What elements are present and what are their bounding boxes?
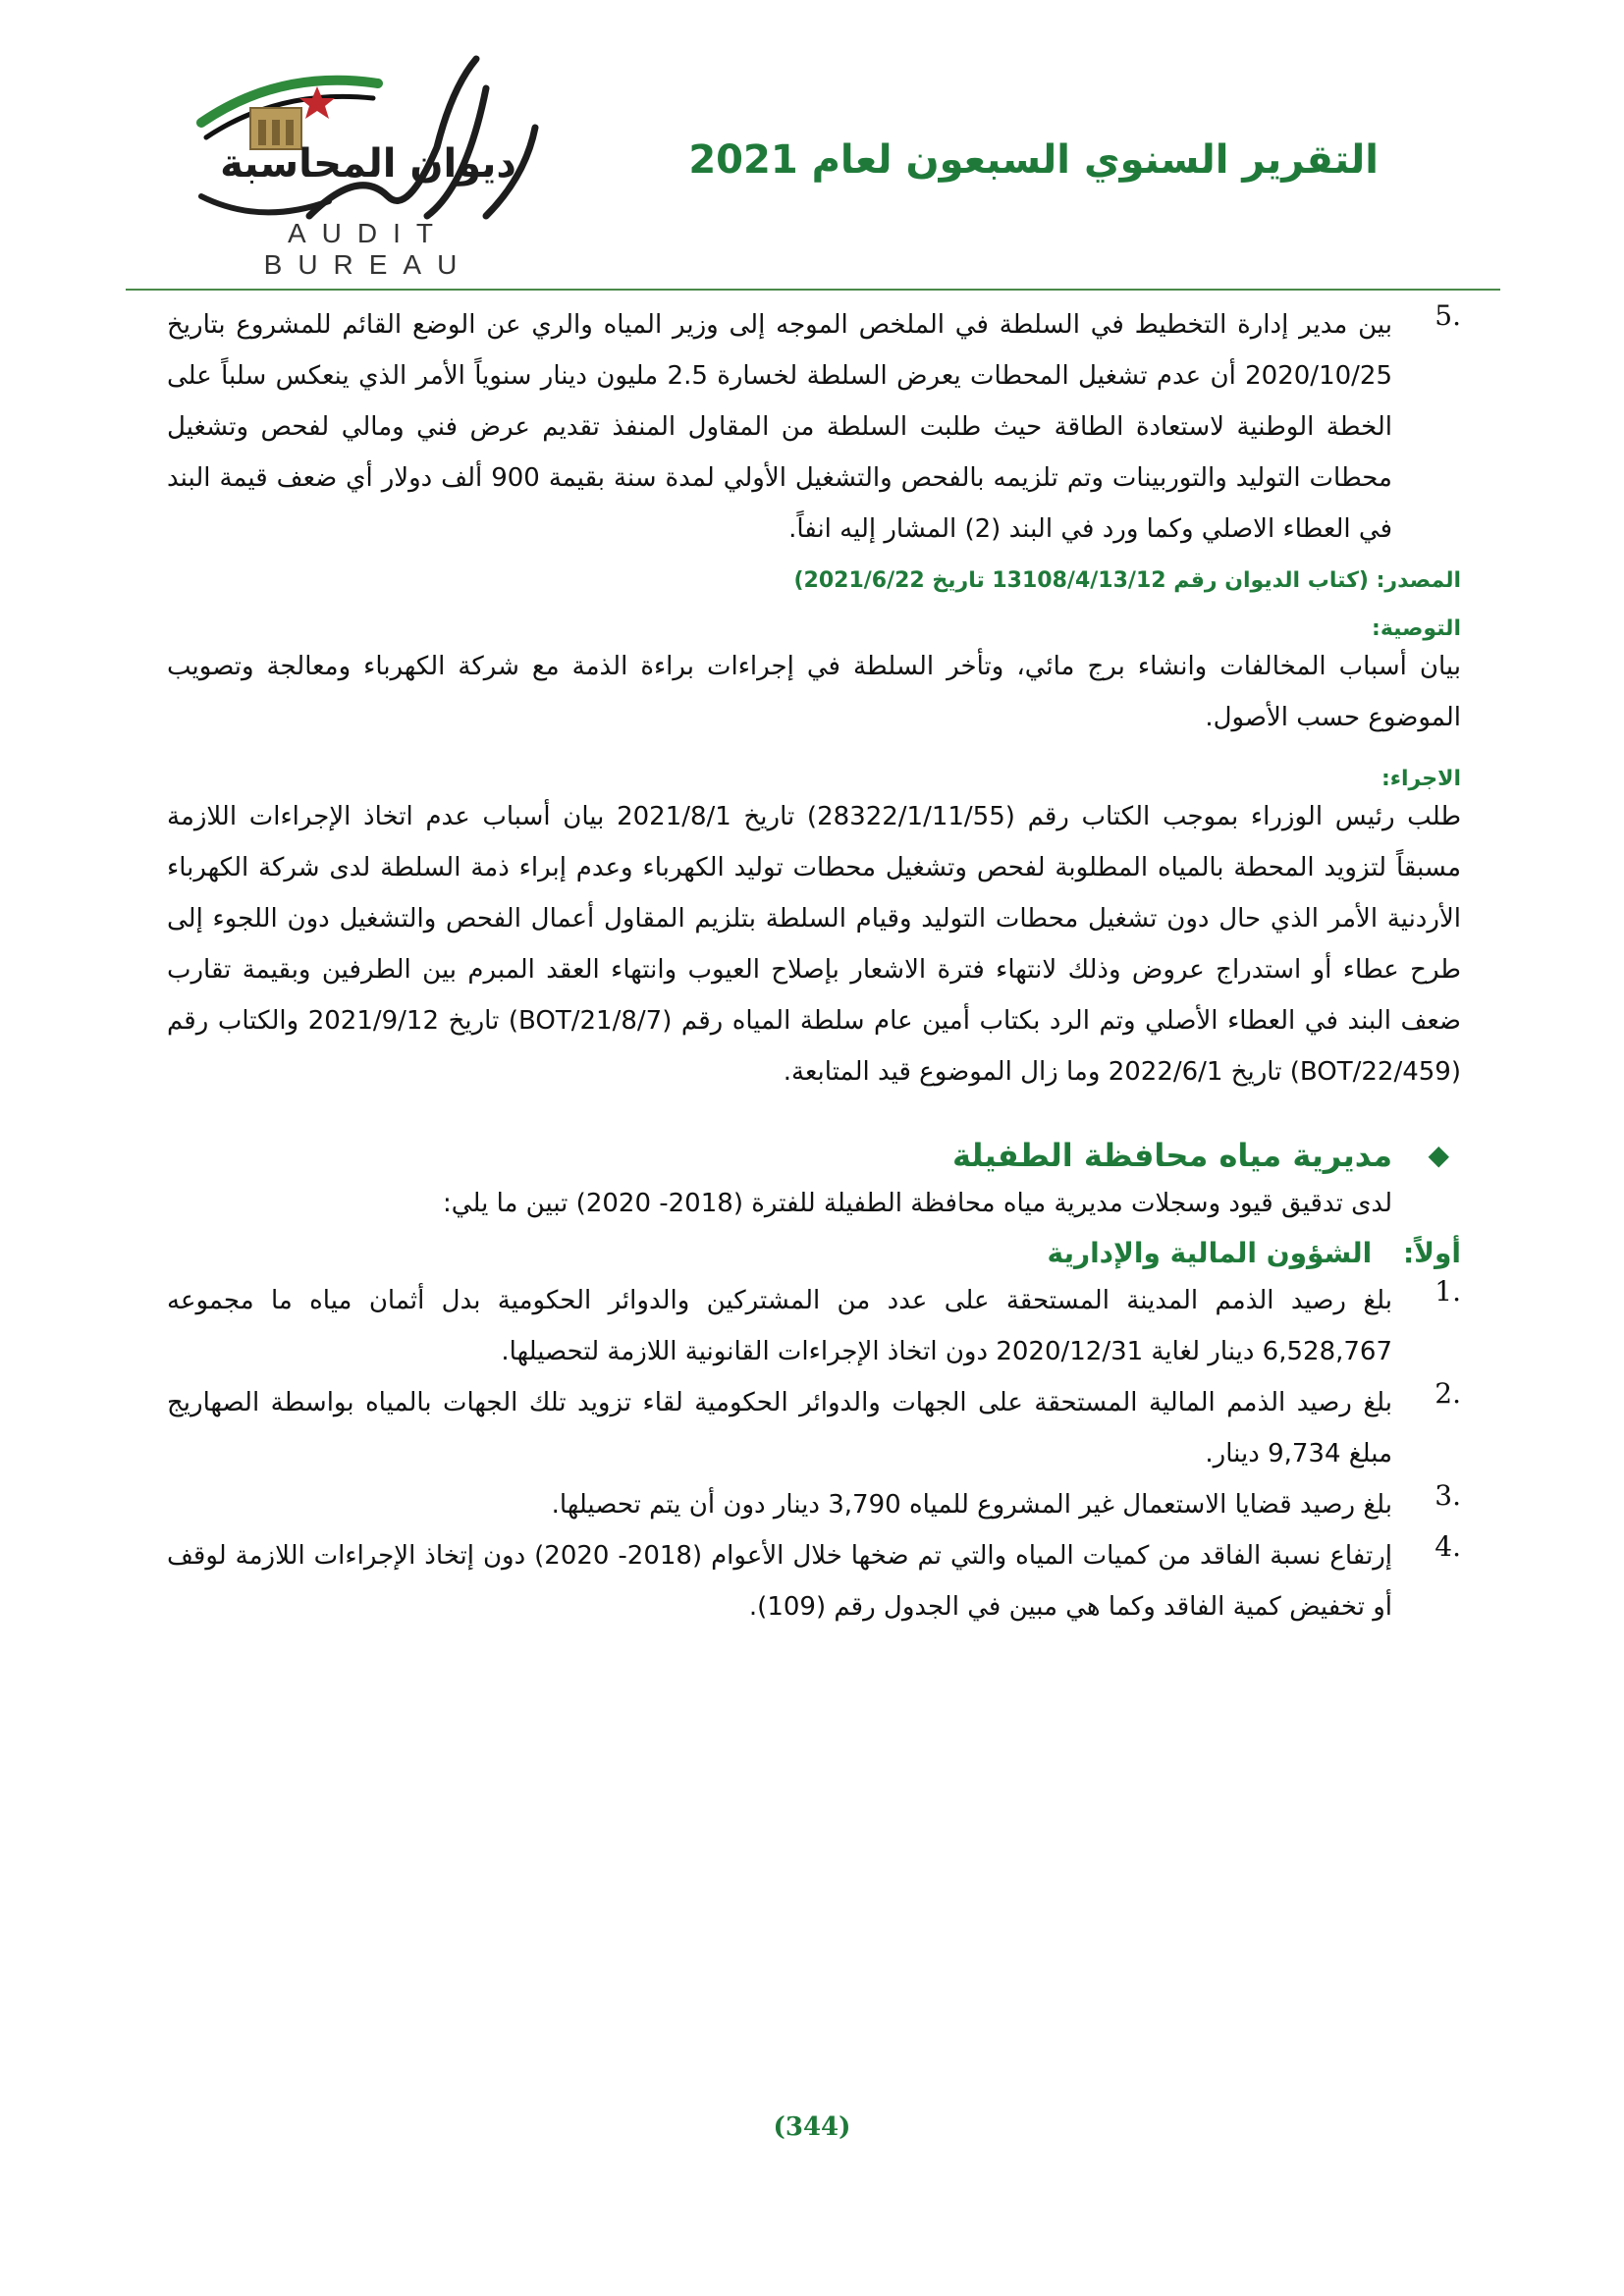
list-item [167,1275,1461,1377]
page-number: (344) [773,2112,851,2142]
findings-list [167,1275,1461,1632]
list-item-text: بلغ رصيد قضايا الاستعمال غير المشروع للمياه 3,790 دينار دون أن يتم تحصيلها. [551,1490,1392,1520]
page-content [167,299,1461,1632]
recommendation-text: بيان أسباب المخالفات وانشاء برج مائي، وتأخر السلطة في إجراءات براءة الذمة مع شركة الكهرباء ومعالجة وتصويب الموضوع حسب الأصول. [167,652,1461,732]
list-item-number: .5 [1435,299,1461,332]
list-item-number: .2 [1435,1377,1461,1410]
list-item [167,1377,1461,1479]
subsection-title: الشؤون المالية والإدارية [1047,1237,1373,1269]
list-item-text: بين مدير إدارة التخطيط في السلطة في الملخص الموجه إلى وزير المياه والري عن الوضع القائم للمشروع بتاريخ 2020/10/25 أن عدم تشغيل المحطات يعرض السلطة لخسارة 2.5 مليون دينار سنوياً الأمر الذي ينعكس سلباً على الخطة الوطنية لاستعادة الطاقة حيث طلبت السلطة من المقاول المنفذ تقديم عرض فني ومالي لفحص وتشغيل محطات التوليد والتوربينات وتم تلزيمه بالفحص والتشغيل الأولي لمدة سنة بقيمة 900 ألف دولار أي ضعف قيمة البند في العطاء الاصلي وكما ورد في البند (2) المشار إليه انفاً. [167,310,1392,544]
list-item-number: .1 [1435,1275,1461,1308]
list-item [167,1479,1461,1530]
recommendation-label: التوصية: [1372,616,1461,641]
list-item-number: .4 [1435,1530,1461,1563]
logo-english-text: AUDIT BUREAU [263,218,473,280]
subsection-number: أولاً: [1402,1237,1461,1269]
report-year: 2021 [688,137,798,183]
action-text: طلب رئيس الوزراء بموجب الكتاب رقم (28322/1/11/55) تاريخ 2021/8/1 بيان أسباب عدم اتخاذ الإجراءات اللازمة مسبقاً لتزويد المحطة بالمياه المطلوبة لفحص وتشغيل محطات توليد الكهرباء وعدم إبراء ذمة السلطة لدى شركة الكهرباء الأردنية الأمر الذي حال دون تشغيل محطات التوليد وقيام السلطة بتلزيم المقاول أعمال الفحص والتشغيل دون اللجوء إلى طرح عطاء أو استدراج عروض وذلك لانتهاء فترة الاشعار بإصلاح العيوب وانتهاء العقد المبرم بين الطرفين وبقيمة تقارب ضعف البند في العطاء الأصلي وتم الرد بكتاب أمين عام سلطة المياه رقم (BOT/21/8/7) تاريخ 2021/9/12 والكتاب رقم (BOT/22/459) تاريخ 2022/6/1 وما زال الموضوع قيد المتابعة. [167,802,1462,1087]
diamond-bullet-icon: ◆ [1428,1139,1449,1171]
section-title: مديرية مياه محافظة الطفيلة [952,1137,1392,1174]
list-item-5 [167,299,1461,555]
list-item [167,1530,1461,1632]
report-title [688,137,1379,183]
action-label: الاجراء: [1380,767,1461,791]
page-header [0,0,1624,294]
list-item-text: إرتفاع نسبة الفاقد من كميات المياه والتي تم ضخها خلال الأعوام (2018- 2020) دون إتخاذ الإجراءات اللازمة لوقف أو تخفيض كمية الفاقد وكما هي مبين في الجدول رقم (109). [167,1541,1392,1622]
list-item-text: بلغ رصيد الذمم المدينة المستحقة على عدد من المشتركين والدوائر الحكومية بدل أثمان مياه ما مجموعه 6,528,767 دينار لغاية 2020/12/31 دون اتخاذ الإجراءات القانونية اللازمة لتحصيلها. [167,1286,1392,1366]
list-item-number: .3 [1435,1479,1461,1512]
section-heading [167,1137,1461,1174]
list-item-text: بلغ رصيد الذمم المالية المستحقة على الجهات والدوائر الحكومية لقاء تزويد تلك الجهات بالمياه بواسطة الصهاريج مبلغ 9,734 دينار. [167,1388,1392,1468]
source-citation: المصدر: (كتاب الديوان رقم 13108/4/13/12 تاريخ 2021/6/22) [793,568,1461,593]
header-divider [126,289,1500,291]
logo-arabic-text: ديوان المحاسبة [220,141,516,187]
section-intro: لدى تدقيق قيود وسجلات مديرية مياه محافظة الطفيلة للفترة (2018- 2020) تبين ما يلي: [443,1189,1392,1218]
subsection-heading [167,1237,1461,1269]
report-title-text: التقرير السنوي السبعون لعام [811,137,1379,183]
